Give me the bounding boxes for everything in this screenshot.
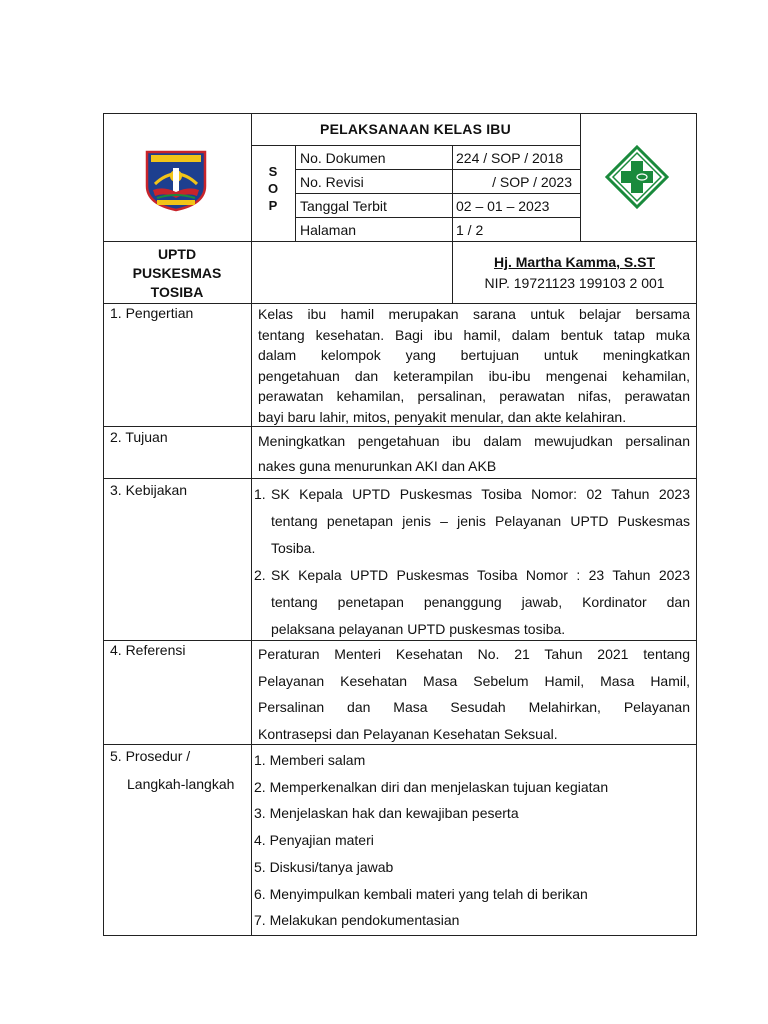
policy-text — [271, 562, 690, 643]
doc-row-divider-3 — [295, 217, 580, 218]
body-line: Pelayanan Kesehatan Masa Sebelum Hamil, Masa Hamil, — [258, 672, 690, 689]
document-title: PELAKSANAAN KELAS IBU — [320, 121, 511, 137]
policy-item — [254, 481, 690, 562]
doc-row-divider-2 — [295, 193, 580, 194]
procedure-step: 5. Diskusi/tanya jawab — [254, 858, 394, 875]
body-line: perawatan kehamilan, persalinan, perawatan nifas, perawatan — [258, 388, 690, 404]
doc-row-divider-1 — [295, 169, 580, 170]
issue-date-value: 02 – 01 – 2023 — [456, 198, 550, 214]
section-body-tujuan — [258, 429, 690, 479]
body-line: SK Kepala UPTD Puskesmas Tosiba Nomor: 02 Tahun 2023 — [271, 486, 690, 502]
sop-letter-s: S — [268, 164, 278, 179]
body-line: pengetahuan dan keterampilan ibu-ibu mengenai kehamilan, — [258, 367, 690, 384]
body-line: Persalinan dan Masa Sesudah Melahirkan, Pelayanan — [258, 699, 690, 715]
procedure-step: 6. Menyimpulkan kembali materi yang telah di berikan — [254, 885, 588, 902]
org-line-2: PUSKESMAS — [132, 265, 222, 281]
signatory-name: Hj. Martha Kamma, S.ST — [493, 254, 656, 270]
regency-logo — [143, 146, 209, 212]
section-label-kebijakan: 3. Kebijakan — [110, 482, 188, 498]
revision-value: / SOP / 2023 — [492, 174, 572, 190]
body-line: dalam kelompok yang bertujuan untuk meningkatkan — [258, 347, 690, 363]
signatory-nip: NIP. 19721123 199103 2 001 — [484, 275, 665, 291]
body-line: SK Kepala UPTD Puskesmas Tosiba Nomor : 23 Tahun 2023 — [271, 567, 690, 583]
doc-number-value: 224 / SOP / 2018 — [456, 150, 564, 166]
policy-number: 2. — [254, 567, 266, 583]
title-divider — [251, 145, 580, 146]
org-line-1: UPTD — [157, 246, 197, 262]
column-divider-left — [251, 113, 252, 936]
sop-letter-p: P — [268, 198, 278, 213]
procedure-step: 7. Melakukan pendokumentasian — [254, 912, 460, 929]
section-label-tujuan: 2. Tujuan — [110, 429, 168, 445]
section-label-prosedur: 5. Prosedur / — [110, 748, 191, 764]
section-body-pengertian — [258, 304, 690, 427]
issue-date-label: Tanggal Terbit — [300, 198, 387, 214]
procedure-step: 1. Memberi salam — [254, 752, 366, 768]
body-line: Kelas ibu hamil merupakan sarana untuk belajar bersama — [258, 306, 690, 322]
procedure-step: 3. Menjelaskan hak dan kewajiban peserta — [254, 805, 519, 822]
section-label-prosedur-2: Langkah-langkah — [127, 776, 235, 792]
org-line-3: TOSIBA — [150, 284, 204, 300]
procedure-step: 2. Memperkenalkan diri dan menjelaskan tujuan kegiatan — [254, 778, 609, 795]
sop-letter-o: O — [267, 181, 279, 196]
page-label: Halaman — [300, 222, 357, 238]
body-line: bayi baru lahir, mitos, penyakit menular, dan akte kelahiran. — [258, 408, 627, 425]
body-line: tentang penetapan penanggung jawab, Kordinator dan — [271, 594, 690, 610]
puskesmas-logo — [605, 145, 669, 209]
body-line: Tosiba. — [271, 540, 316, 556]
header-bottom-divider — [103, 241, 697, 242]
revision-label: No. Revisi — [300, 174, 364, 190]
section-body-referensi — [258, 641, 690, 747]
section-body-kebijakan — [254, 481, 690, 643]
body-line: Kontrasepsi dan Pelayanan Kesehatan Seksual. — [258, 725, 558, 742]
body-line: Peraturan Menteri Kesehatan No. 21 Tahun 2021 tentang — [258, 646, 690, 662]
section-body-prosedur — [254, 747, 690, 934]
policy-text — [271, 481, 690, 562]
sop-label — [251, 163, 295, 214]
policy-number: 1. — [254, 486, 266, 502]
procedure-step: 4. Penyajian materi — [254, 832, 374, 849]
body-line: Meningkatkan pengetahuan ibu dalam mewujudkan persalinan — [258, 433, 690, 449]
column-divider-logo — [580, 113, 581, 241]
body-line: tentang kesehatan. Bagi ibu hamil, dalam bentuk tatap muka — [258, 326, 690, 343]
body-line: tentang penetapan jenis – jenis Pelayanan UPTD Puskesmas — [271, 513, 690, 529]
doc-number-label: No. Dokumen — [300, 150, 386, 166]
body-line: nakes guna menurunkan AKI dan AKB — [258, 458, 497, 474]
page-value: 1 / 2 — [456, 222, 484, 238]
body-line: pelaksana pelayanan UPTD puskesmas tosiba. — [271, 621, 566, 637]
section-label-pengertian: 1. Pengertian — [110, 305, 194, 321]
policy-item — [254, 562, 690, 643]
section-label-referensi: 4. Referensi — [110, 642, 186, 658]
organization-name — [103, 245, 251, 302]
